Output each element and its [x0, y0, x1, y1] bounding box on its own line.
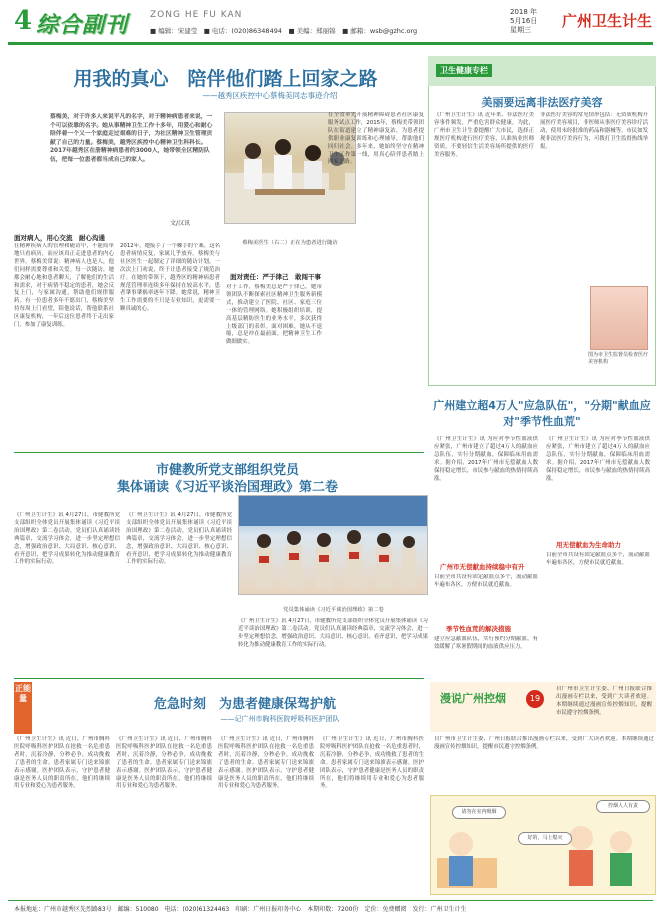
- article1-column2: 2012年，她接手了一个棘手的个案。这名患者病情反复，家属几乎放弃。蔡梅美与社区医生一起制定了详细的随访计划，一次次上门劝说，终于让患者接受了规范治疗。在她的带领下，越秀区的精神病患者规范管理率连续多年保持在较高水平，患者肇事肇祸率逐年下降。她常说，精神卫生工作需要的不只是专业知识，更需要一颗真诚的心。: [120, 243, 220, 313]
- masthead-rule: [8, 42, 653, 45]
- right-panel-column1: 《广州卫生计生》讯 近年来，非法医疗美容事件频发，严重危害群众健康。为此，广州市卫生计生委提醒广大市民，选择正规医疗机构进行医疗美容，认准执业医师资质，不要轻信生活美容场所提供的医疗美容服务。: [434, 112, 534, 158]
- article4-tag: 正能量: [14, 682, 32, 734]
- article4-column1: 《广州卫生计生》讯 近日，广州市胸科医院呼吸科医护团队在抢救一名危重患者时，沉着冷静，分秒必争，成功挽救了患者的生命。患者家属专门送来锦旗表示感谢。医护团队表示，守护患者健康是医务人员的职责所在，他们将继续用专业和爱心为患者服务。: [14, 736, 110, 790]
- article3-column3: 《广州卫生计生》讯 4月27日，市健教所党支部组织全体党员开展集体诵读《习近平谈治国理政》第二卷活动。党员们认真诵读经典篇章，交流学习体会，进一步坚定理想信念，增强政治意识、大局意识、核心意识、看齐意识，把学习成果转化为推动健康教育工作的实际行动。: [238, 618, 428, 648]
- article1-column3: 对于工作，蔡梅美总是严于律己。她带领团队不断探索社区精神卫生服务新模式，推动建立了医院、社区、家庭三位一体的管理网络。她积极组织培训，提高基层精防医生的业务水平，多次获得上级部门的表彰。面对困难，她从不退缩，总是冲在最前面，把精神卫生工作做细做实。: [226, 284, 322, 346]
- article3-column2: 《广州卫生计生》讯 4月27日，市健教所党支部组织全体党员开展集体诵读《习近平谈治国理政》第二卷活动。党员们认真诵读经典篇章，交流学习体会，进一步坚定理想信念，增强政治意识、大局意识、核心意识、看齐意识，把学习成果转化为推动健康教育工作的实际行动。: [126, 512, 232, 566]
- comic-intro-continued: 自广州市卫生计生委、广州日报联合推出漫画专栏以来，受到广大读者欢迎。本期继续通过漫画宣传控烟知识，提醒市民遵守控烟条例。: [434, 736, 654, 750]
- right-panel-photo-caption: 图为市卫生监督员检查医疗美容机构: [588, 352, 649, 365]
- footer-rule: [8, 900, 653, 901]
- article1-subtitle: ——越秀区疾控中心蔡梅美同志事迹介绍: [202, 91, 338, 100]
- article1-subhead2: 面对责任：严于律己 敢闯干事: [230, 273, 321, 281]
- comic-bubble-1: 请勿在室内吸烟: [452, 806, 506, 819]
- article2-column3: 建立应急献血队伍，实行预约分期献血，有效缓解了寒暑假期间的血液供应压力。: [434, 636, 538, 650]
- article3-title-line2: 集体诵读《习近平谈治国理政》第二卷: [116, 480, 338, 495]
- footer-info: 本报地址：广州市越秀区先烈路83号 邮编：510080 电话：(020)61324463 印刷：广州日报印务中心 本期印数：7200份 定价：免费赠阅 发行：广州卫生计生: [14, 906, 467, 913]
- section-name-en: ZONG HE FU KAN: [150, 10, 243, 20]
- reading-group-illustration: [239, 496, 427, 594]
- date-year: 2018 年: [510, 8, 538, 16]
- issue-date: [510, 8, 537, 35]
- article3-title-line1: 市健教所党支部组织党员: [155, 463, 299, 478]
- date-day: 5月16日: [510, 17, 538, 25]
- article1-subhead1: 面对病人，用心交流 耐心沟通: [14, 234, 105, 242]
- article1-column4: 在全省率先开展精神障碍患者社区康复服务试点工作，2015年，蔡梅美带领团队在街道建立了精神康复站，为患者提供职业康复训练和心理辅导，帮助他们回归社会。多年来，她始终坚守在精神卫生工作第一线，用真心陪伴患者踏上回家之路。: [328, 112, 424, 166]
- article2-column2: 目前全市共设有固定献血点多个，流动献血车遍布各区，方便市民就近献血。: [434, 574, 538, 588]
- right-panel-title: 美丽要远离非法医疗美容: [481, 96, 603, 109]
- comic-bubble-2: 好的，马上熄灭: [518, 832, 572, 845]
- article2-column5: 目前全市共设有固定献血点多个，流动献血车遍布各区，方便市民就近献血。: [546, 552, 650, 566]
- article1-photo-caption: 蔡梅美医生（右二）正在为患者进行随访: [242, 240, 338, 246]
- article2-column1: 《广州卫生计生》讯 为应对季节性血液供应紧张，广州市建立了超过4万人的献血应急队伍，实行分期献血，保障临床用血需求。据介绍，2017年广州市无偿献血人数保持稳定增长，市民参与献血的热情持续高涨。: [434, 436, 538, 482]
- comic-bubble-3: 控烟人人有责: [596, 800, 650, 813]
- masthead: [0, 0, 661, 46]
- article2-subhead3: 用无偿献血为生命助力: [556, 541, 621, 549]
- section-divider-2: [14, 678, 424, 679]
- section-divider: [14, 452, 424, 453]
- article4-column4: 《广州卫生计生》讯 近日，广州市胸科医院呼吸科医护团队在抢救一名危重患者时，沉着冷静，分秒必争，成功挽救了患者的生命。患者家属专门送来锦旗表示感谢。医护团队表示，守护患者健康是医务人员的职责所在，他们将继续用专业和爱心为患者服务。: [320, 736, 424, 790]
- article1-title: 用我的真心 陪伴他们踏上回家之路: [73, 68, 378, 90]
- article4-column2: 《广州卫生计生》讯 近日，广州市胸科医院呼吸科医护团队在抢救一名危重患者时，沉着冷静，分秒必争，成功挽救了患者的生命。患者家属专门送来锦旗表示感谢。医护团队表示，守护患者健康是医务人员的职责所在，他们将继续用专业和爱心为患者服务。: [116, 736, 212, 790]
- date-weekday: 星期三: [510, 26, 531, 34]
- comic-title: 漫说广州控烟: [440, 692, 506, 705]
- paper-name: 广州卫生计生: [562, 12, 653, 30]
- article4-column3: 《广州卫生计生》讯 近日，广州市胸科医院呼吸科医护团队在抢救一名危重患者时，沉着冷静，分秒必争，成功挽救了患者的生命。患者家属专门送来锦旗表示感谢。医护团队表示，守护患者健康是医务人员的职责所在，他们将继续用专业和爱心为患者服务。: [218, 736, 314, 790]
- article2-title: 广州建立超4万人"应急队伍"，"分期"献血应对"季节性血荒": [433, 399, 651, 428]
- article4-title: 危急时刻 为患者健康保驾护航: [153, 697, 336, 712]
- article2-subhead2: 季节性血荒的解决措施: [446, 625, 511, 633]
- comic-intro: 自广州市卫生计生委、广州日报联合推出漫画专栏以来，受到广大读者欢迎。本期继续通过漫画宣传控烟知识，提醒市民遵守控烟条例。: [556, 686, 652, 716]
- right-panel-column2: 非法医疗美容的常见情形包括：无资质机构开展医疗美容项目，非医师从事医疗美容诊疗活动，使用未经批准的药品和器械等。市民如发现非法医疗美容行为，可拨打卫生监督热线举报。: [540, 112, 648, 150]
- article2-column4: 《广州卫生计生》讯 为应对季节性血液供应紧张，广州市建立了超过4万人的献血应急队伍，实行分期献血，保障临床用血需求。据介绍，2017年广州市无偿献血人数保持稳定增长，市民参与献血的热情持续高涨。: [546, 436, 650, 482]
- article1-lead: 蔡梅美，对于许多人来说平凡的名字，对于精神病患者来说，一个可以依靠的名字。她从事精神卫生工作十多年，用爱心和耐心陪伴着一个又一个家庭走过艰难的日子，为社区精神卫生管理贡献了自己的力量。蔡梅美，越秀区疾控中心精神卫生科科长。2017年越秀区在册精神病患者约3000人，她带领全区精防队伍，把每一位患者都当成自己的家人。: [50, 114, 213, 163]
- comic-issue-number: 19: [526, 690, 544, 708]
- editor-info: ■ 编辑：宋建莹 ■ 电话：(020)86348494 ■ 美编：郑丽锦 ■ 邮箱：wsb@gzhc.org: [150, 27, 418, 35]
- right-panel-badge: 卫生健康专栏: [436, 64, 492, 77]
- article1-author: 文/汉讯: [170, 220, 191, 227]
- article3-title: [30, 462, 425, 496]
- article2-subhead1: 广州市无偿献血持续稳中有升: [440, 563, 525, 571]
- section-name: 综合副刊: [36, 12, 129, 38]
- right-panel-photo: [590, 286, 648, 350]
- article3-photo-caption: 党员集体诵读《习近平谈治国理政》第二卷: [283, 607, 384, 613]
- article3-column1: 《广州卫生计生》讯 4月27日，市健教所党支部组织全体党员开展集体诵读《习近平谈治国理政》第二卷活动。党员们认真诵读经典篇章，交流学习体会，进一步坚定理想信念，增强政治意识、大局意识、核心意识、看齐意识，把学习成果转化为推动健康教育工作的实际行动。: [14, 512, 120, 566]
- section-number: 4: [14, 6, 33, 36]
- article1-column1: 在精神疾病人的管理和随访中，不能简单地只看病历，而应该真正走进患者的内心世界。蔡梅美常说：精神病人也是人，他们同样需要尊重和关爱。每一次随访，她都会耐心地和患者聊天，了解他们的生活和需求，对于病情不稳定的患者，她会反复上门，与家属沟通，帮助他们规律服药。有一位患者多年不愿出门，蔡梅美坚持每周上门看望，陪他说话，帮他联系社区康复机构，一年后这位患者终于走出家门，参加了康复训练。: [14, 243, 114, 329]
- article3-photo: [238, 495, 428, 595]
- article4-subtitle: ——记广州市胸科医院呼吸科医护团队: [220, 715, 340, 723]
